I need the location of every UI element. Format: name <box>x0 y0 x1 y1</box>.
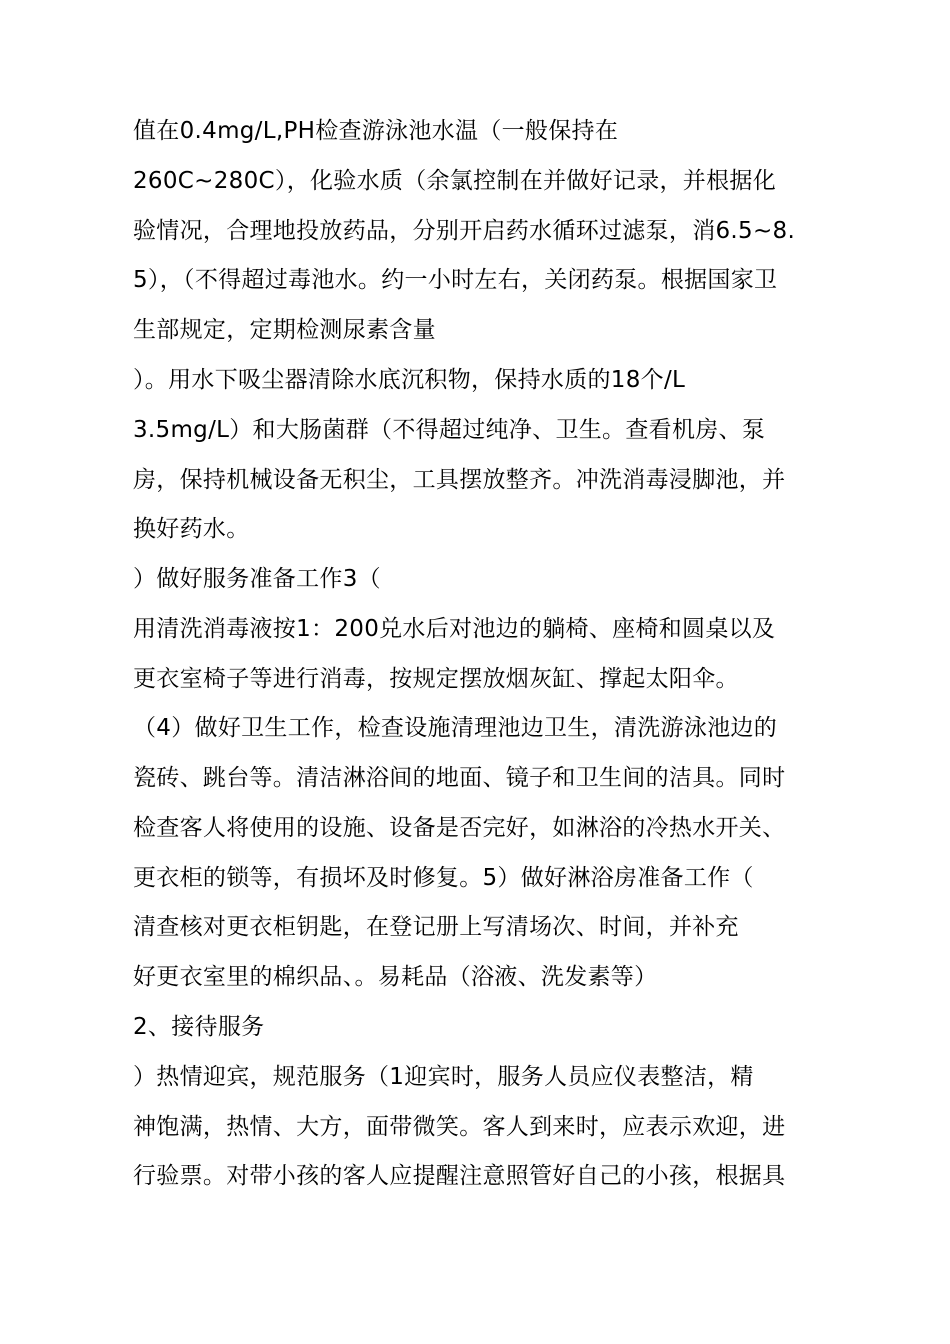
text-line: （4）做好卫生工作，检查设施清理池边卫生，清洗游泳池边的 <box>133 715 778 741</box>
text-line: 神饱满，热情、大方，面带微笑。客人到来时，应表示欢迎，进 <box>133 1114 786 1140</box>
text-line: 换好药水。 <box>133 516 250 542</box>
text-line: 用清洗消毒液按1：200兑水后对池边的躺椅、座椅和圆桌以及 <box>133 616 776 642</box>
text-line: 5），（不得超过毒池水。约一小时左右，关闭药泵。根据国家卫 <box>133 267 778 293</box>
text-line: 3.5mg/L）和大肠菌群（不得超过纯净、卫生。查看机房、泵 <box>133 417 766 443</box>
text-line: 瓷砖、跳台等。清洁淋浴间的地面、镜子和卫生间的洁具。同时 <box>133 765 786 791</box>
text-line: 行验票。对带小孩的客人应提醒注意照管好自己的小孩，根据具 <box>133 1163 786 1189</box>
text-line: 验情况，合理地投放药品，分别开启药水循环过滤泵，消6.5~8. <box>133 218 796 244</box>
text-line: 好更衣室里的棉织品、。易耗品（浴液、洗发素等） <box>133 964 658 990</box>
text-line: ）热情迎宾，规范服务（1迎宾时，服务人员应仪表整洁，精 <box>133 1064 754 1090</box>
section-heading: 2、接待服务 <box>133 1014 265 1040</box>
text-line: 更衣室椅子等进行消毒，按规定摆放烟灰缸、撑起太阳伞。 <box>133 666 739 692</box>
text-line: 值在0.4mg/L,PH检查游泳池水温（一般保持在 <box>133 118 619 144</box>
text-line: 更衣柜的锁等，有损坏及时修复。5）做好淋浴房准备工作（ <box>133 865 754 891</box>
text-line: 清查核对更衣柜钥匙，在登记册上写清场次、时间，并补充 <box>133 914 739 940</box>
text-line: ）做好服务准备工作3（ <box>133 566 381 592</box>
text-line: ）。用水下吸尘器清除水底沉积物，保持水质的18个/L <box>133 367 686 393</box>
text-line: 260C~280C），化验水质（余氯控制在并做好记录，并根据化 <box>133 168 776 194</box>
text-line: 生部规定，定期检测尿素含量 <box>133 317 436 343</box>
text-line: 检查客人将使用的设施、设备是否完好，如淋浴的冷热水开关、 <box>133 815 786 841</box>
text-line: 房，保持机械设备无积尘，工具摆放整齐。冲洗消毒浸脚池，并 <box>133 467 786 493</box>
